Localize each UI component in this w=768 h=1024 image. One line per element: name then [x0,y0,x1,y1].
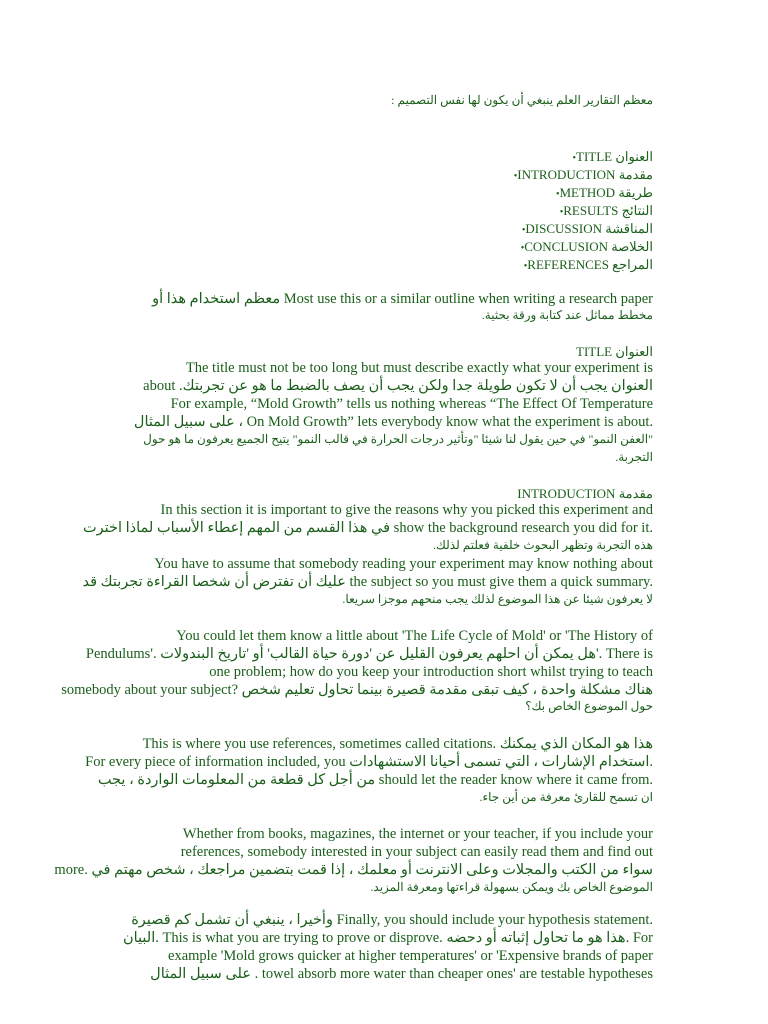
intro-line-3: هذه التجربة وتظهر البحوث خلفية فعلتم لذلك. [433,538,653,552]
hypothesis-line-1: وأخيرا ، ينبغي أن تشمل كم قصيرة Finally, you should include your hypothesis statement. [131,912,653,928]
outline-item-title: العنوان TITLE • [571,150,653,165]
intro-section-heading: مقدمة INTRODUCTION [517,486,653,501]
intro-line-2: في هذا القسم من المهم إعطاء الأسباب لماذا اخترت show the background research you did for it. [82,520,653,536]
outline-item-introduction: مقدمة INTRODUCTION • [513,168,653,183]
mold-line-5: حول الموضوع الخاص بك؟ [525,699,653,713]
refs-line-1: This is where you use references, sometimes called citations. هذا هو المكان الذي يمكنك [142,736,653,752]
refs-line-3: من أجل كل قطعة من المعلومات الواردة ، يجب should let the reader know where it came from. [97,772,653,788]
hypothesis-line-2: البيان. This is what you are trying to prove or disprove. هذا هو ما تحاول إثباته أو دحضه. For [122,930,653,946]
books-line-3: more. سواء من الكتب والمجلات وعلى الانترنت أو معلمك ، إذا قمت بتضمين مراجعك ، شخص مهتم في [54,862,653,878]
intro-line-4: You have to assume that somebody reading your experiment may know nothing about [154,556,653,572]
books-line-1: Whether from books, magazines, the internet or your teacher, if you include your [182,826,653,842]
header-line: معظم التقارير العلم ينبغي أن يكون لها نفس التصميم : [391,93,653,107]
intro-line-1: In this section it is important to give the reasons why you picked this experiment and [160,502,653,518]
refs-line-4: ان تسمح للقارئ معرفة من أين جاء. [479,790,653,804]
title-line-2: about .العنوان يجب أن لا تكون طويلة جدا ولكن يجب أن يصف بالضبط ما هو عن تجربتك [143,378,653,394]
title-line-4: على سبيل المثال ، On Mold Growth” lets everybody know what the experiment is about. [133,414,653,430]
outline-note-line-2: مخطط مماثل عند كتابة ورقة بحثية. [481,308,653,322]
intro-line-6: لا يعرفون شيئا عن هذا الموضوع لذلك يجب منحهم موجزا سريعا. [342,592,653,606]
outline-item-method: طريقة METHOD • [555,186,653,201]
title-section-heading: العنوان TITLE [576,344,653,359]
outline-item-conclusion: الخلاصة CONCLUSION • [520,240,653,255]
outline-note-line-1: معظم استخدام هذا أو Most use this or a similar outline when writing a research paper [152,291,653,307]
outline-item-results: النتائج RESULTS • [559,204,653,219]
title-line-1: The title must not be too long but must describe exactly what your experiment is [185,360,653,376]
mold-line-2: Pendulums'. هل يمكن أن احلهم يعرفون القليل عن 'دورة حياة القالب' أو 'تاريخ البندولات'. There is [85,646,653,662]
books-line-4: الموضوع الخاص بك ويمكن بسهولة قراءتها ومعرفة المزيد. [370,880,653,894]
title-line-6: التجربة. [615,450,653,464]
refs-line-2: For every piece of information included, you استخدام الإشارات ، التي تسمى أحيانا الاستشهادات. [85,754,653,770]
intro-line-5: عليك أن تفترض أن شخصا القراءة تجربتك قد the subject so you must give them a quick summary. [82,574,653,590]
title-line-3: For example, “Mold Growth” tells us nothing whereas “The Effect Of Temperature [170,396,653,412]
title-line-5: "العفن النمو" في حين يقول لنا شيئا "وتأثير درجات الحرارة في قالب النمو" يتيح الجميع يعرفون ما هو حول [143,432,653,446]
hypothesis-line-4: على سبيل المثال . towel absorb more water than cheaper ones' are testable hypotheses [150,966,653,982]
mold-line-4: somebody about your subject? هناك مشكلة واحدة ، كيف تبقى مقدمة قصيرة بينما تحاول تعليم شخص [61,682,653,698]
mold-line-1: You could let them know a little about 'The Life Cycle of Mold' or 'The History of [176,628,653,644]
mold-line-3: one problem; how do you keep your introduction short whilst trying to teach [209,664,653,680]
books-line-2: references, somebody interested in your subject can easily read them and find out [180,844,653,860]
outline-item-references: المراجع REFERENCES • [523,258,653,273]
outline-item-discussion: المناقشة DISCUSSION • [521,222,653,237]
hypothesis-line-3: example 'Mold grows quicker at higher temperatures' or 'Expensive brands of paper [168,948,653,964]
